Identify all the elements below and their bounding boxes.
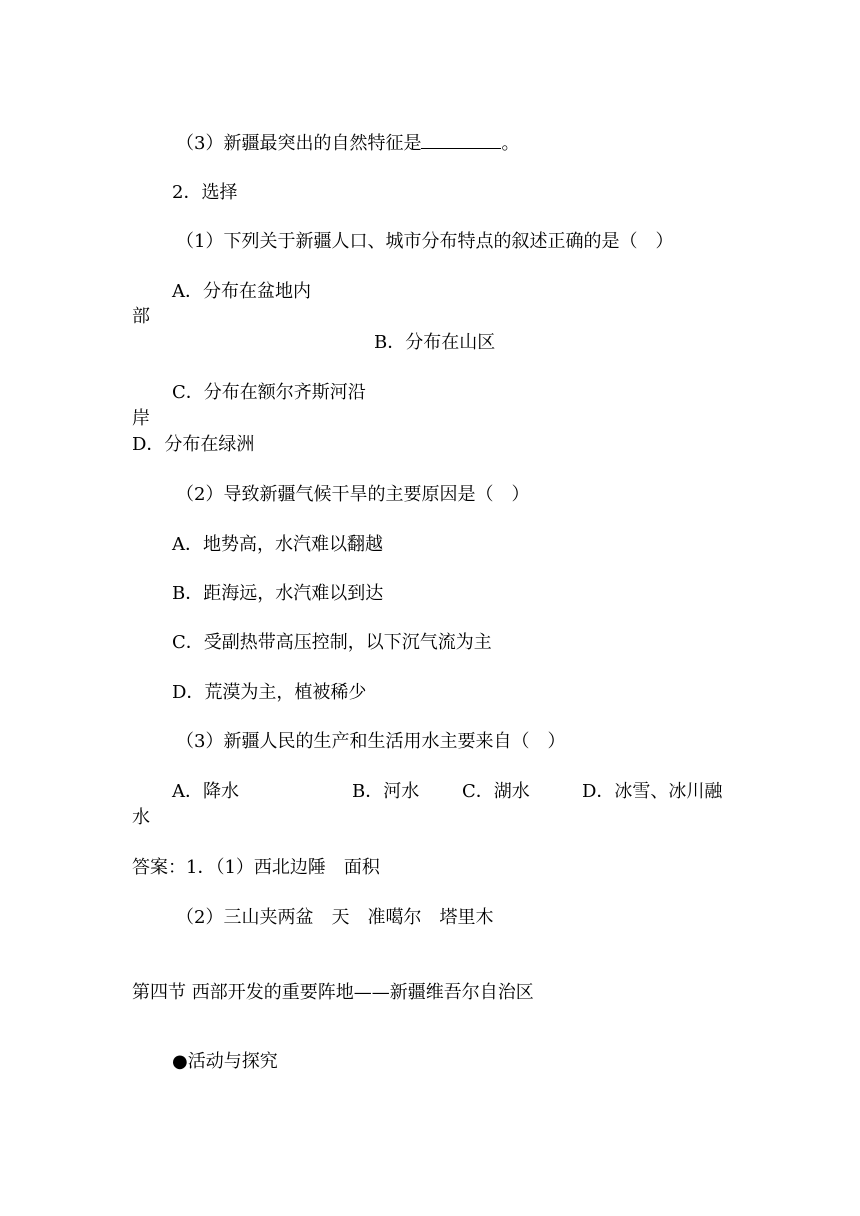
question-2-1-option-d: D．分布在绿洲 bbox=[132, 434, 255, 455]
question-2-1-option-c: C．分布在额尔齐斯河沿 bbox=[172, 382, 366, 403]
section-heading: 第四节 西部开发的重要阵地——新疆维吾尔自治区 bbox=[132, 982, 534, 1003]
question-2-2-stem: （2）导致新疆气候干旱的主要原因是（ ） bbox=[176, 484, 530, 505]
question-2-3-stem: （3）新疆人民的生产和生活用水主要来自（ ） bbox=[176, 731, 566, 752]
question-1-3-text: （3）新疆最突出的自然特征是 bbox=[176, 133, 422, 154]
answer-blank bbox=[421, 132, 501, 149]
question-2-3-option-d: D．冰雪、冰川融 bbox=[582, 781, 723, 802]
question-2-2-option-c: C．受副热带高压控制，以下沉气流为主 bbox=[172, 632, 492, 653]
question-2-1-stem: （1）下列关于新疆人口、城市分布特点的叙述正确的是（ ） bbox=[176, 231, 674, 252]
question-2-1-option-a: A．分布在盆地内 bbox=[172, 281, 311, 302]
question-2-2-option-a: A．地势高，水汽难以翻越 bbox=[172, 534, 383, 555]
question-2-3-option-c: C．湖水 bbox=[462, 781, 530, 802]
question-2-3-option-a: A．降水 bbox=[172, 781, 239, 802]
question-2-2-option-d: D．荒漠为主，植被稀少 bbox=[172, 682, 367, 703]
question-1-3 bbox=[176, 132, 519, 156]
question-2-2-option-b: B．距海远，水汽难以到达 bbox=[172, 583, 384, 604]
answer-line-2: （2）三山夹两盆 天 准噶尔 塔里木 bbox=[176, 907, 494, 928]
question-1-3-end: 。 bbox=[501, 133, 520, 154]
question-2-1-option-b: B．分布在山区 bbox=[374, 332, 496, 353]
section-2-title: 2．选择 bbox=[172, 182, 238, 203]
question-2-3-option-d-wrap: 水 bbox=[132, 807, 150, 828]
activity-heading: ●活动与探究 bbox=[172, 1051, 278, 1072]
question-2-1-option-c-wrap: 岸 bbox=[132, 408, 150, 429]
question-2-1-option-a-wrap: 部 bbox=[132, 306, 150, 327]
answer-line-1: 答案：1．（1）西北边陲 面积 bbox=[132, 857, 380, 878]
question-2-3-option-b: B．河水 bbox=[352, 781, 420, 802]
